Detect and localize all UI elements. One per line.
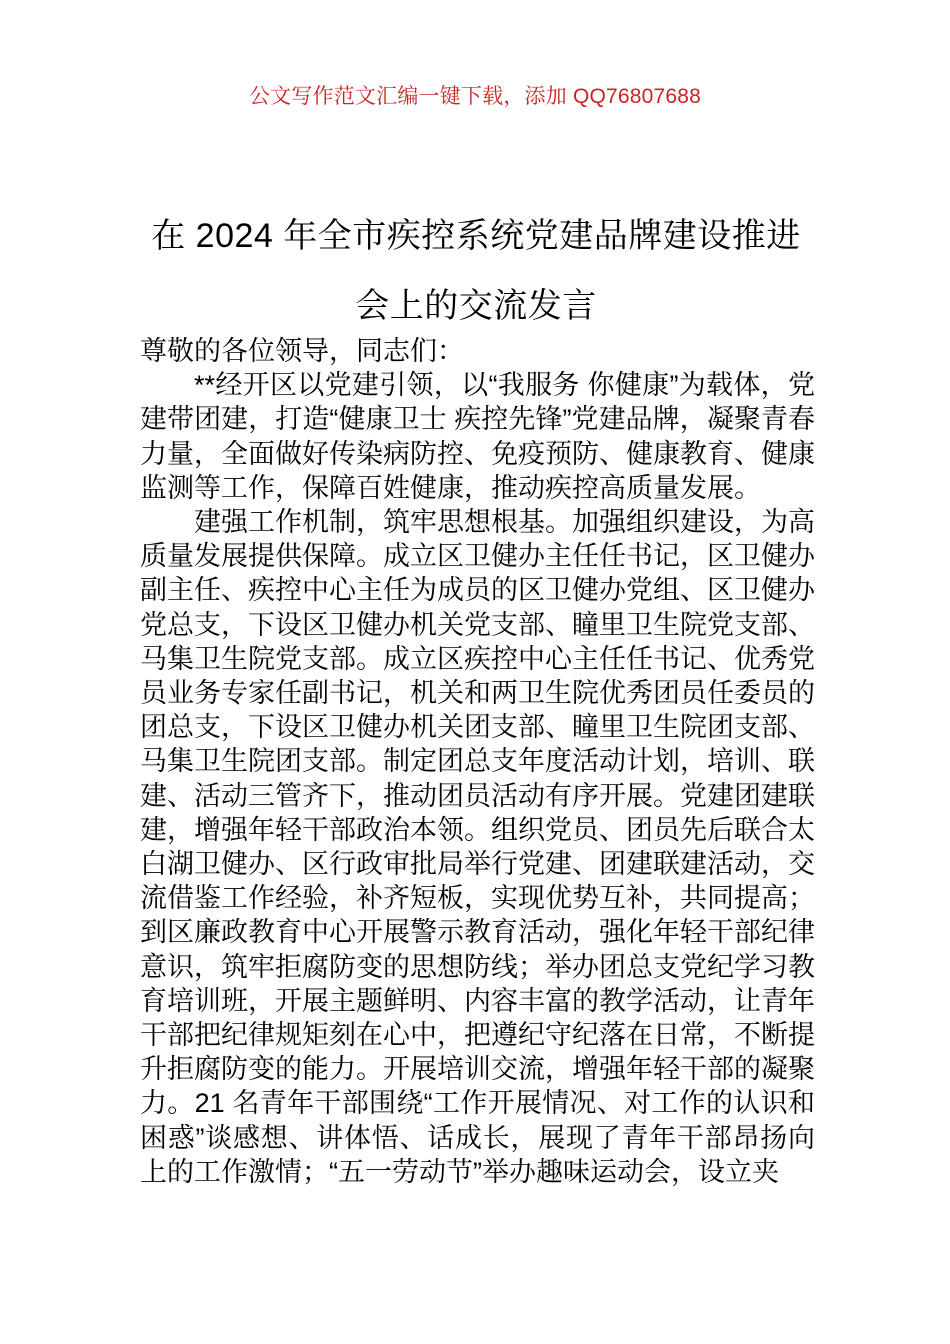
page-title xyxy=(140,201,812,341)
body-paragraph-2: 建强工作机制，筑牢思想根基。加强组织建设，为高质量发展提供保障。成立区卫健办主任任书记，区卫健办副主任、疾控中心主任为成员的区卫健办党组、区卫健办党总支，下设区卫健办机关党支部、瞳里卫生院党支部、马集卫生院党支部。成立区疾控中心主任任书记、优秀党员业务专家任副书记，机关和两卫生院优秀团员任委员的团总支，下设区卫健办机关团支部、瞳里卫生院团支部、马集卫生院团支部。制定团总支年度活动计划，培训、联建、活动三管齐下，推动团员活动有序开展。党建团建联建，增强年轻干部政治本领。组织党员、团员先后联合太白湖卫健办、区行政审批局举行党建、团建联建活动，交流借鉴工作经验，补齐短板，实现优势互补，共同提高；到区廉政教育中心开展警示教育活动，强化年轻干部纪律意识，筑牢拒腐防变的思想防线；举办团总支党纪学习教育培训班，开展主题鲜明、内容丰富的教学活动，让青年干部把纪律规矩刻在心中，把遵纪守纪落在日常，不断提升拒腐防变的能力。开展培训交流，增强年轻干部的凝聚力。21 名青年干部围绕“工作开展情况、对工作的认识和困惑”谈感想、讲体悟、话成长，展现了青年干部昂扬向上的工作激情；“五一劳动节”举办趣味运动会，设立夹 xyxy=(140,507,815,1187)
salutation-line: 尊敬的各位领导，同志们： xyxy=(140,336,464,366)
body-paragraph-1: **经开区以党建引领，以“我服务 你健康”为载体，党建带团建，打造“健康卫士 疾控先锋”党建品牌，凝聚青春力量，全面做好传染病防控、免疫预防、健康教育、健康监测等工作，保障百姓健康，推动疾控高质量发展。 xyxy=(140,370,815,503)
document-body xyxy=(140,334,815,1189)
page-title-line-2: 会上的交流发言 xyxy=(355,286,597,325)
promo-header-text: 公文写作范文汇编一键下载，添加 QQ76807688 xyxy=(248,85,702,108)
page-title-line-1: 在 2024 年全市疾控系统党建品牌建设推进 xyxy=(151,216,801,255)
